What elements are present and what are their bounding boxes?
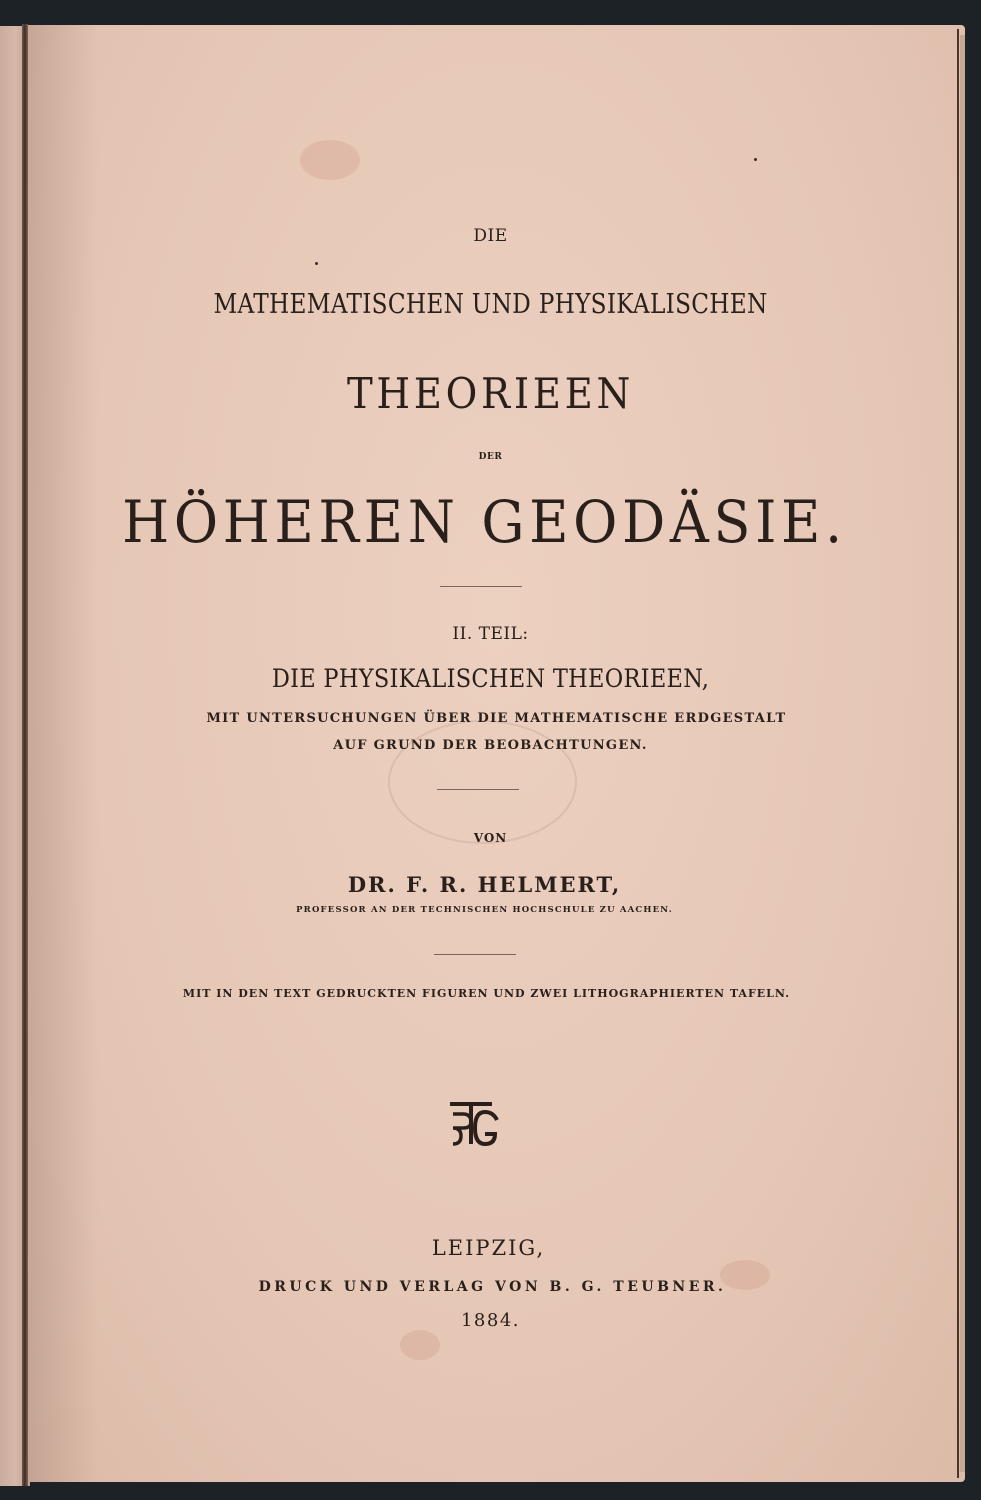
main-title: HÖHEREN GEODÄSIE. — [122, 488, 847, 556]
part-label: II. TEIL: — [452, 624, 529, 644]
divider-rule — [434, 954, 516, 955]
subtitle: DIE PHYSIKALISCHEN THEORIEEN, — [271, 664, 710, 693]
page-edge — [957, 29, 959, 1478]
title-line-mathematischen: MATHEMATISCHEN UND PHYSIKALISCHEN — [213, 289, 768, 320]
title-line-der: DER — [478, 452, 503, 462]
by-label: VON — [473, 831, 508, 845]
foxing-spot — [300, 140, 360, 180]
publication-year: 1884. — [460, 1310, 521, 1331]
title-line-die: DIE — [473, 226, 508, 246]
publication-city: LEIPZIG, — [431, 1236, 546, 1260]
subtitle-detail-1: MIT UNTERSUCHUNGEN ÜBER DIE MATHEMATISCHE ERDGESTALT — [206, 711, 787, 726]
ink-speck — [315, 262, 318, 265]
ink-speck — [754, 158, 757, 161]
publisher: DRUCK UND VERLAG VON B. G. TEUBNER. — [258, 1279, 727, 1295]
divider-rule — [437, 789, 519, 790]
author-name: DR. F. R. HELMERT, — [347, 872, 622, 897]
foxing-spot — [400, 1330, 440, 1360]
subtitle-detail-2: AUF GRUND DER BEOBACHTUNGEN. — [333, 738, 648, 753]
author-affiliation: PROFESSOR AN DER TECHNISCHEN HOCHSCHULE ZU AACHEN. — [296, 905, 673, 915]
publisher-monogram-icon — [447, 1098, 503, 1148]
illustrations-note: MIT IN DEN TEXT GEDRUCKTEN FIGUREN UND ZWEI LITHOGRAPHIERTEN TAFELN. — [182, 987, 791, 1000]
divider-rule — [440, 586, 522, 587]
title-line-theorieen: THEORIEEN — [346, 369, 635, 418]
